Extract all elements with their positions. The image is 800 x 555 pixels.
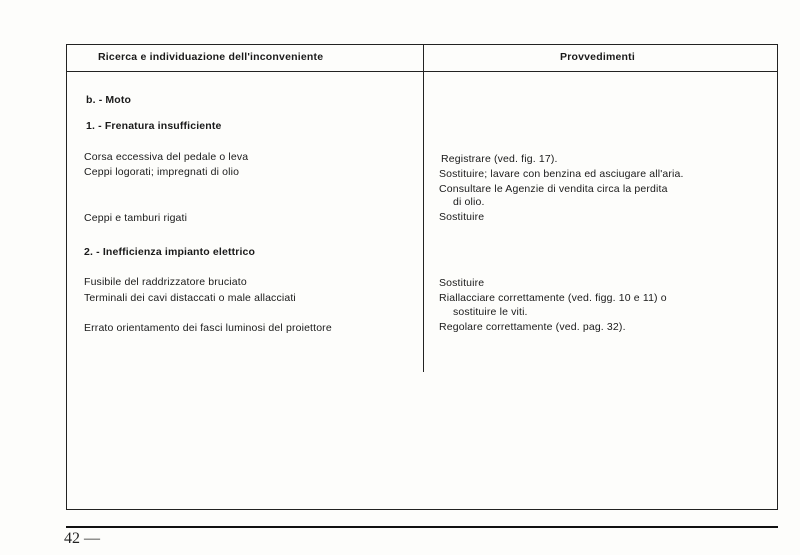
problem-text: Ceppi logorati; impregnati di olio [84, 166, 240, 178]
page-number: 42 — [64, 530, 100, 547]
remedy-text: Consultare le Agenzie di vendita circa la perdita [439, 183, 668, 195]
column-divider [423, 44, 424, 372]
remedy-text: Sostituire [439, 211, 485, 223]
remedy-text: Sostituire; lavare con benzina ed asciugare all'aria. [439, 168, 684, 180]
remedy-text: Regolare correttamente (ved. pag. 32). [439, 321, 626, 333]
remedy-text: di olio. [453, 196, 485, 208]
column-header-problem: Ricerca e individuazione dell'inconveniente [98, 51, 324, 63]
footer-rule [66, 526, 778, 528]
remedy-text: Registrare (ved. fig. 17). [441, 153, 558, 165]
remedy-text: Riallacciare correttamente (ved. figg. 10 e 11) o [439, 292, 667, 304]
group-title: 1. - Frenatura insufficiente [86, 120, 222, 132]
header-rule [66, 71, 778, 72]
problem-text: Corsa eccessiva del pedale o leva [84, 151, 249, 163]
problem-text: Fusibile del raddrizzatore bruciato [84, 276, 247, 288]
column-header-remedy: Provvedimenti [560, 51, 635, 63]
problem-text: Terminali dei cavi distaccati o male allacciati [84, 292, 296, 304]
problem-text: Ceppi e tamburi rigati [84, 212, 188, 224]
remedy-text: sostituire le viti. [453, 306, 528, 318]
remedy-text: Sostituire [439, 277, 485, 289]
problem-text: Errato orientamento dei fasci luminosi del proiettore [84, 322, 332, 334]
group-title: 2. - Inefficienza impianto elettrico [84, 246, 256, 258]
section-title: b. - Moto [86, 94, 132, 106]
